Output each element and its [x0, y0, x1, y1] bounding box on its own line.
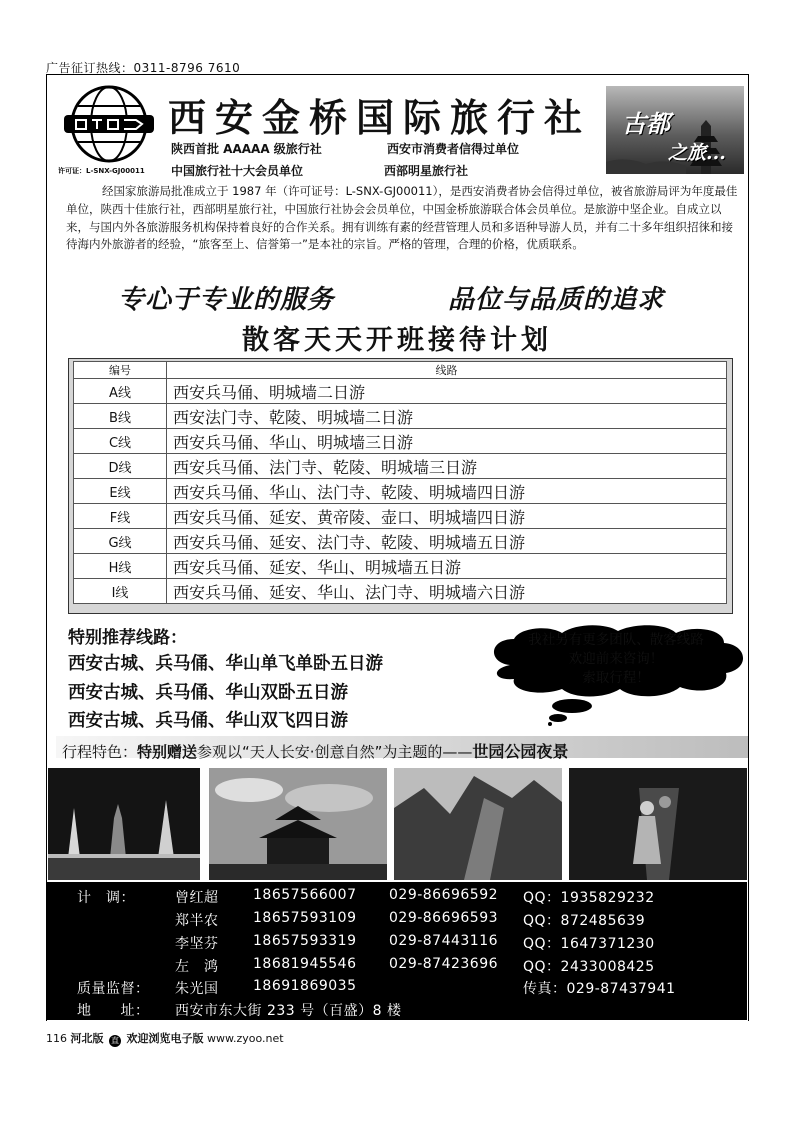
- column-header-route: 线路: [167, 362, 727, 379]
- cloud-line-1: 我社另有更多团队、散客线路: [528, 632, 704, 648]
- route-name: 西安兵马俑、延安、黄帝陵、壶口、明城墙四日游: [167, 504, 727, 529]
- honor-3: 中国旅行社十大会员单位: [171, 164, 304, 178]
- recommended-route-2: 西安古城、兵马俑、华山双卧五日游: [68, 683, 348, 703]
- route-name: 西安兵马俑、延安、华山、明城墙五日游: [167, 554, 727, 579]
- table-row: [74, 554, 727, 579]
- planner-mobile: 18681945546: [253, 956, 357, 972]
- column-header-code: 编号: [74, 362, 167, 379]
- route-code: E线: [74, 479, 167, 504]
- planner-qq: QQ：1935829232: [523, 890, 655, 906]
- cloud-tail-icon: [548, 698, 596, 726]
- ad-hotline: 广告征订热线：0311-8796 7610: [46, 61, 241, 75]
- planner-qq: QQ：872485639: [523, 913, 646, 929]
- planner-phone: 029-87443116: [389, 933, 499, 949]
- agency-logo: [56, 84, 162, 164]
- page-number: 116: [46, 1032, 67, 1045]
- planner-mobile: 18657566007: [253, 887, 357, 903]
- table-row: [74, 454, 727, 479]
- planner-mobile: 18657593319: [253, 933, 357, 949]
- route-name: 西安兵马俑、华山、法门寺、乾陵、明城墙四日游: [167, 479, 727, 504]
- agency-name: 西安金桥国际旅行社: [168, 95, 592, 140]
- cloud-line-2: 欢迎前来咨询！: [568, 651, 664, 667]
- feature-label: 行程特色：: [62, 743, 138, 761]
- photo-caption-2: 之旅...: [668, 142, 726, 164]
- bell-tower-photo: [209, 768, 387, 880]
- table-row: [74, 579, 727, 604]
- table-row: [74, 429, 727, 454]
- route-code: G线: [74, 529, 167, 554]
- route-name: 西安兵马俑、华山、明城墙三日游: [167, 429, 727, 454]
- cloud-line-3: 索取行程！: [582, 670, 650, 686]
- route-name: 西安兵马俑、法门寺、乾陵、明城墙三日游: [167, 454, 727, 479]
- page-footer: [46, 1030, 284, 1047]
- footer-url[interactable]: www.zyoo.net: [207, 1032, 284, 1045]
- table-header-row: [74, 362, 727, 379]
- planner-name: 李坚芬: [175, 936, 219, 952]
- planner-qq: QQ：1647371230: [523, 936, 655, 952]
- recommended-route-1: 西安古城、兵马俑、华山单飞单卧五日游: [68, 654, 383, 674]
- route-code: I线: [74, 579, 167, 604]
- route-code: B线: [74, 404, 167, 429]
- slogan-quality: 品位与品质的追求: [448, 285, 665, 315]
- feature-gift: 特别赠送: [137, 743, 198, 761]
- route-code: C线: [74, 429, 167, 454]
- table-row: [74, 379, 727, 404]
- huashan-photo: [394, 768, 562, 880]
- planner-phone: 029-87423696: [389, 956, 499, 972]
- feature-highlight: 世园公园夜景: [472, 742, 569, 761]
- itinerary-feature: [62, 739, 568, 762]
- honor-1: 陕西首批 AAAAA 级旅行社: [171, 142, 322, 156]
- route-name: 西安兵马俑、延安、华山、法门寺、明城墙六日游: [167, 579, 727, 604]
- ancient-capital-photo: [606, 86, 744, 174]
- license-number: 许可证：L-SNX-GJ00011: [58, 167, 145, 175]
- photo-caption-1: 古都: [622, 109, 670, 138]
- planner-name: 曾红超: [175, 890, 219, 906]
- routes-table-frame: [68, 358, 733, 614]
- route-code: A线: [74, 379, 167, 404]
- recommended-title: 特别推荐线路：: [68, 628, 187, 648]
- planner-phone: 029-86696593: [389, 910, 499, 926]
- planner-label: 计 调：: [77, 890, 135, 906]
- table-row: [74, 529, 727, 554]
- publication-badge: 直: [111, 1036, 119, 1045]
- route-code: H线: [74, 554, 167, 579]
- planner-qq: QQ：2433008425: [523, 959, 655, 975]
- fax-number: 传真：029-87437941: [523, 981, 676, 997]
- slogan-service: 专心于专业的服务: [118, 285, 335, 315]
- feature-dash: ——: [442, 743, 473, 761]
- route-name: 西安兵马俑、延安、法门寺、乾陵、明城墙五日游: [167, 529, 727, 554]
- table-row: [74, 504, 727, 529]
- route-code: D线: [74, 454, 167, 479]
- performance-photo: [569, 768, 747, 880]
- planner-name: 郑半农: [175, 913, 219, 929]
- table-row: [74, 404, 727, 429]
- route-name: 西安法门寺、乾陵、明城墙二日游: [167, 404, 727, 429]
- fountain-photo: [48, 768, 200, 880]
- planner-name: 左 鸿: [175, 959, 219, 975]
- routes-table: [73, 361, 727, 604]
- footer-text: 欢迎浏览电子版: [126, 1032, 204, 1045]
- honor-4: 西部明星旅行社: [384, 164, 469, 178]
- edition-name: 河北版: [70, 1032, 104, 1045]
- contact-panel: [47, 882, 747, 1020]
- feature-text: 参观以“天人长安·创意自然”为主题的: [197, 743, 443, 761]
- cloud-message: [500, 631, 732, 688]
- honor-2: 西安市消费者信得过单位: [387, 142, 520, 156]
- address: 西安市东大街 233 号（百盛）8 楼: [175, 1003, 402, 1019]
- agency-introduction: 经国家旅游局批准成立于 1987 年（许可证号：L-SNX-GJ00011），是西安消费者协会信得过单位，被省旅游局评为年度最佳单位，陕西十佳旅行社，西部明星旅行社，中国旅行社协会会员单位，中国金桥旅游联合体会员单位。是旅游中坚企业。自成立以来，与国内外各旅游服务机构保持着良好的合作关系。拥有训练有素的经营管理人员和多语种导游人员，并有二十多年组织招徕和接待海内外旅游者的经验，“旅客至上、信誉第一”是本社的宗旨。严格的管理，合理的价格，优质联系。: [66, 184, 738, 252]
- plan-title: 散客天天开班接待计划: [242, 325, 552, 356]
- quality-supervisor-mobile: 18691869035: [253, 978, 357, 994]
- address-label: 地 址：: [77, 1003, 150, 1019]
- quality-supervision-label: 质量监督：: [77, 981, 150, 997]
- recommended-route-3: 西安古城、兵马俑、华山双飞四日游: [68, 711, 348, 731]
- planner-phone: 029-86696592: [389, 887, 499, 903]
- planner-mobile: 18657593109: [253, 910, 357, 926]
- route-name: 西安兵马俑、明城墙二日游: [167, 379, 727, 404]
- quality-supervisor-name: 朱光国: [175, 981, 219, 997]
- table-row: [74, 479, 727, 504]
- route-code: F线: [74, 504, 167, 529]
